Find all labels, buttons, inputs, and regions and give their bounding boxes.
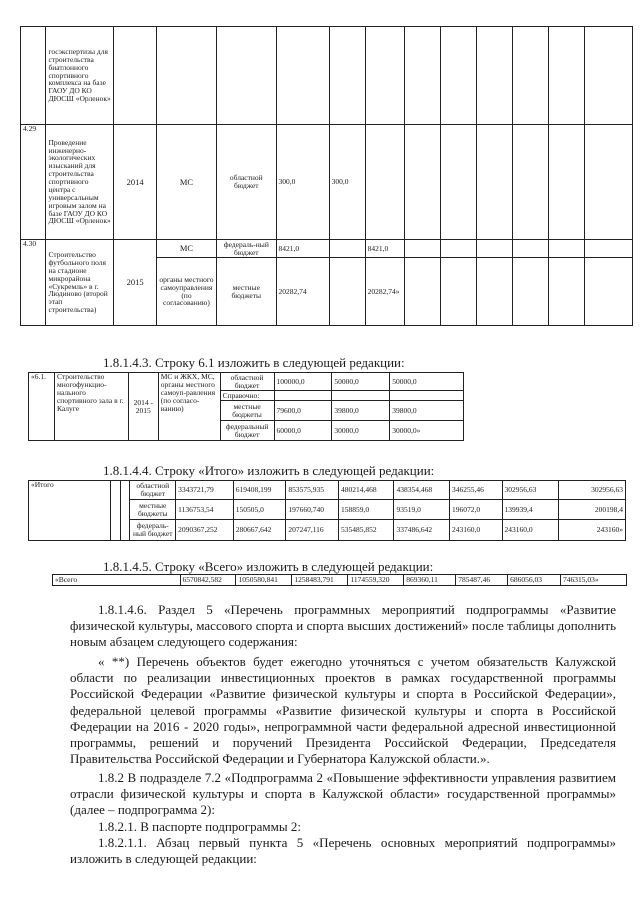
itogo-label: «Итого xyxy=(29,481,56,541)
row-number: «6.1. xyxy=(29,373,55,441)
total-cell: 100000,0 xyxy=(274,373,332,391)
executor-cell: органы местного самоуправления (по согласованию) xyxy=(156,258,216,326)
year-2014-cell: 50000,0 xyxy=(332,373,390,391)
paragraph-1-8-2: 1.8.2 В подразделе 7.2 «Подпрограмма 2 «Повышение эффективности управления развитием отрасли физической культуры и спорта в Калужской области» государственной программы» (далее – подпрограмма 2): xyxy=(70,770,616,818)
year-cell: 2015 xyxy=(114,240,156,326)
year-cell: 2014 - 2015 xyxy=(128,373,158,441)
year-2015-cell: 50000,0 xyxy=(390,373,464,391)
paragraph-1-8-2-1: 1.8.2.1. В паспорте подпрограммы 2: xyxy=(98,819,301,834)
row-6-1-table xyxy=(28,372,464,441)
table-row xyxy=(53,575,627,586)
value-cell: 746315,03» xyxy=(561,575,627,586)
source-cell: областной бюджет xyxy=(130,481,176,500)
value-cell: 139939,4 xyxy=(502,500,558,520)
year-cell: 2014 xyxy=(114,125,156,240)
source-cell: местные бюджеты xyxy=(130,500,176,520)
section-heading: 1.8.1.4.4. Строку «Итого» изложить в следующей редакции: xyxy=(103,463,435,478)
value-cell: 1050580,841 xyxy=(236,575,292,586)
value-cell: 1136753,54 xyxy=(176,500,234,520)
year-2014-cell: 39800,0 xyxy=(332,401,390,421)
source-cell: федеральный бюджет xyxy=(220,421,274,441)
table-row xyxy=(21,125,633,240)
value-cell: 302956,63 xyxy=(502,481,558,500)
value-cell: 346255,46 xyxy=(450,481,503,500)
source-cell: областной бюджет xyxy=(220,373,274,391)
value-cell: 2090367,252 xyxy=(176,520,234,541)
value-cell: 93519,0 xyxy=(394,500,450,520)
value-cell: 480214,468 xyxy=(338,481,394,500)
source-cell: местные бюджеты xyxy=(220,401,274,421)
year-2015-cell xyxy=(390,391,464,401)
year-2014-cell: 30000,0 xyxy=(332,421,390,441)
year-2015-cell: 39800,0 xyxy=(390,401,464,421)
value-cell: 243160» xyxy=(558,520,625,541)
value-cell: 535485,852 xyxy=(338,520,394,541)
value-cell: 302956,63 xyxy=(558,481,625,500)
year-2014-cell xyxy=(332,391,390,401)
year-2015-cell: 30000,0» xyxy=(390,421,464,441)
table-row xyxy=(21,240,633,258)
total-cell xyxy=(274,391,332,401)
value-cell: 1258483,791 xyxy=(292,575,348,586)
event-name: Проведение инженерно-экологических изысканий для строительства спортивного центра с универсальным игровым залом на базе ГАОУ ДО КО ДЮСШ «Орленок» xyxy=(46,125,114,240)
table-row xyxy=(29,373,464,391)
value-cell: 243160,0 xyxy=(450,520,503,541)
value-cell: 280667,642 xyxy=(233,520,286,541)
value-cell: 6570842,582 xyxy=(180,575,236,586)
paragraph-footnote: « **) Перечень объектов будет ежегодно уточняться с учетом обязательств Калужской области по реализации инвестиционных проектов в рамках государственной программы Российской Федерации «Развитие физической культуры и спорта в Российской Федерации», федеральной целевой программы «Развитие физической культуры и спорта в Российской Федерации на 2016 - 2020 годы», непрограммной части федеральной адресной инвестиционной программы, решений и поручений Президента Российской Федерации, Председателя Правительства Российской Федерации и Губернатора Калужской области.». xyxy=(70,654,616,767)
source-cell: областной бюджет xyxy=(217,125,276,240)
source-cell: федераль-ный бюджет xyxy=(130,520,176,541)
value-cell: 197660,740 xyxy=(286,500,339,520)
executor-cell: МС xyxy=(156,240,216,258)
row-number: 4.29 xyxy=(21,125,46,240)
table-row xyxy=(21,27,633,125)
value-cell: 869360,11 xyxy=(404,575,456,586)
section-heading: 1.8.1.4.5. Строку «Всего» изложить в следующей редакции: xyxy=(103,559,434,574)
itogo-table xyxy=(28,480,626,541)
value-cell: 686056,03 xyxy=(508,575,561,586)
value-cell: 3343721,79 xyxy=(176,481,234,500)
source-cell: федераль-ный бюджет xyxy=(217,240,276,258)
total-cell: 60000,0 xyxy=(274,421,332,441)
value-cell: 619408,199 xyxy=(233,481,286,500)
year-2014-cell: 300,0 xyxy=(329,125,365,240)
vsego-label: «Всего xyxy=(53,575,181,586)
table-row xyxy=(29,481,626,500)
event-name: госэкспертизы для строительства биатлонного спортивного комплекса на базе ГАОУ ДО КО ДЮСШ «Орленок» xyxy=(46,27,114,125)
row-number: 4.30 xyxy=(21,240,46,326)
event-name: Строительство многофункцио-нального спортивного зала в г. Калуге xyxy=(54,373,128,441)
value-cell: 158859,0 xyxy=(338,500,394,520)
value-cell: 196072,0 xyxy=(450,500,503,520)
value-cell: 438354,468 xyxy=(394,481,450,500)
executor-cell: МС и ЖКХ, МС, органы местного самоуп-равления (по согласо-ванию) xyxy=(158,373,220,441)
value-cell: 243160,0 xyxy=(502,520,558,541)
total-cell: 20282,74 xyxy=(276,258,329,326)
row-number xyxy=(21,27,46,125)
total-cell: 8421,0 xyxy=(276,240,329,258)
event-name: Строительство футбольного поля на стадионе микрорайона «Сукремль» в г. Людиново (второй этап строительства) xyxy=(46,240,114,326)
paragraph-1-8-2-1-1: 1.8.2.1.1. Абзац первый пункта 5 «Перечень основных мероприятий подпрограммы» изложить в следующей редакции: xyxy=(70,835,616,867)
paragraph-1-8-1-4-6: 1.8.1.4.6. Раздел 5 «Перечень программных мероприятий подпрограммы «Развитие физической культуры, массового спорта и спорта высших достижений» после таблицы дополнить новым абзацем следующего содержания: xyxy=(70,602,616,650)
value-cell: 207247,116 xyxy=(286,520,339,541)
value-cell: 150505,0 xyxy=(233,500,286,520)
value-cell: 853575,935 xyxy=(286,481,339,500)
total-cell: 300,0 xyxy=(276,125,329,240)
source-cell: местные бюджеты xyxy=(217,258,276,326)
value-cell: 785487,46 xyxy=(456,575,508,586)
total-cell: 79600,0 xyxy=(274,401,332,421)
year-2015-cell: 20282,74» xyxy=(365,258,404,326)
source-cell: Справочно: xyxy=(220,391,274,401)
executor-cell: МС xyxy=(156,125,216,240)
section-heading: 1.8.1.4.3. Строку 6.1 изложить в следующей редакции: xyxy=(103,355,405,370)
value-cell: 200198,4 xyxy=(558,500,625,520)
value-cell: 1174559,320 xyxy=(348,575,404,586)
value-cell: 337486,642 xyxy=(394,520,450,541)
vsego-table xyxy=(52,574,627,586)
top-table xyxy=(20,26,633,326)
year-2015-cell: 8421,0 xyxy=(365,240,404,258)
